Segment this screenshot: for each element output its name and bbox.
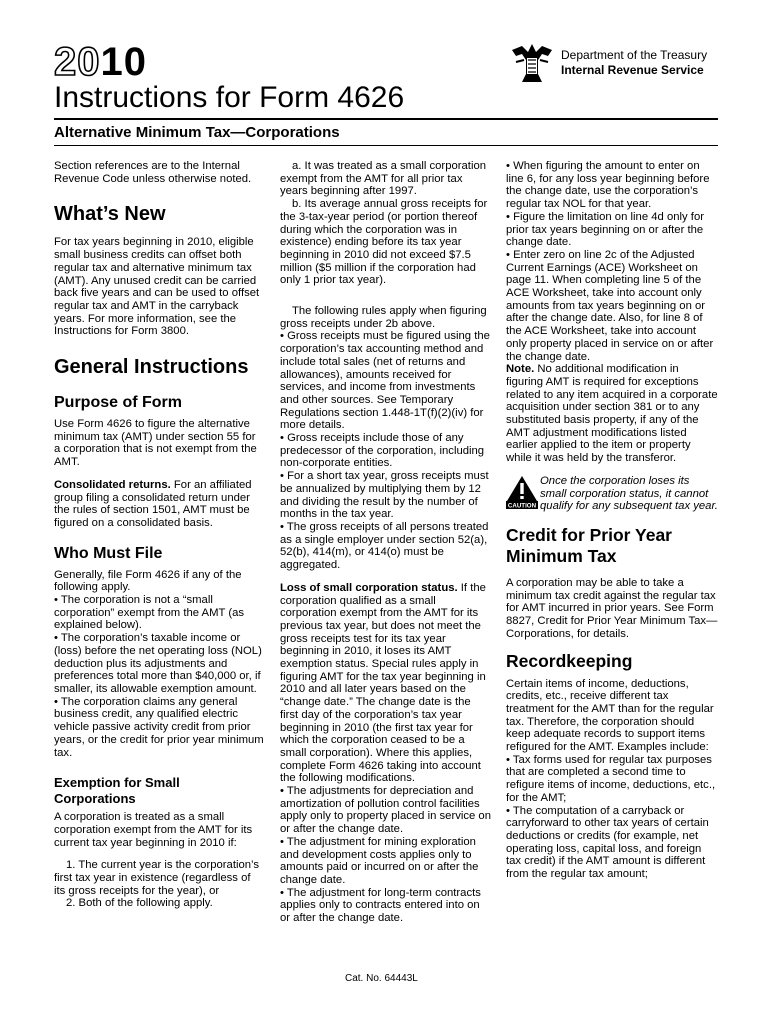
subtitle-rule bbox=[54, 145, 718, 146]
rules-bullet-2: • Gross receipts include those of any predecessor of the corporation, including non-corporate entities. bbox=[280, 432, 485, 470]
intro-text: Section references are to the Internal Revenue Code unless otherwise noted. bbox=[54, 160, 252, 185]
consolidated-label: Consolidated returns. bbox=[54, 478, 171, 491]
modification-bullet-6: • Enter zero on line 2c of the Adjusted Current Earnings (ACE) Worksheet on page 11. When completing line 5 of the ACE Worksheet, take into account only amounts from tax years beginning on or after the change date. Also, for line 8 of the ACE Worksheet, take into account only property placed in service on or after the change date. bbox=[506, 248, 714, 363]
whats-new-text: For tax years beginning in 2010, eligible small business credits can offset both regular tax and alternative minimum tax (AMT). Any unused credit can be carried back five years and can be used to offset regular tax and AMT in the carryback years. For more information, see the Instructions for Form 3800. bbox=[54, 236, 260, 338]
loss-status-label: Loss of small corporation status. bbox=[280, 581, 458, 594]
recordkeeping-heading: Recordkeeping bbox=[506, 650, 633, 671]
tax-year-solid: 10 bbox=[100, 40, 147, 84]
document-subtitle: Alternative Minimum Tax—Corporations bbox=[54, 124, 340, 141]
warning-triangle-icon bbox=[506, 475, 538, 509]
modification-bullet-4: • When figuring the amount to enter on line 6, for any loss year beginning before the change date, use the corporation’s regular tax NOL for that year. bbox=[506, 160, 710, 211]
agency-block bbox=[561, 48, 707, 78]
caution-box bbox=[506, 475, 718, 513]
caution-text: Once the corporation loses its small corporation status, it cannot qualify for any subsequent tax year. bbox=[540, 474, 718, 513]
exemption-text: A corporation is treated as a small corporation exempt from the AMT for its current tax year beginning in 2010 if: bbox=[54, 811, 253, 849]
note-paragraph bbox=[506, 363, 718, 465]
title-rule bbox=[54, 118, 718, 120]
irs-eagle-icon bbox=[508, 40, 556, 86]
credit-heading: Credit for Prior Year Minimum Tax bbox=[506, 524, 672, 566]
condition-b: b. Its average annual gross receipts for the 3-tax-year period (or portion thereof during which the corporation was in existence) ending before its tax year beginning in 2010 did not exceed $7.5 million ($5 million if the corporation had only 1 prior tax year). bbox=[280, 198, 488, 287]
agency-department: Department of the Treasury bbox=[561, 48, 708, 62]
column-3 bbox=[506, 160, 718, 881]
catalog-number: Cat. No. 64443L bbox=[345, 973, 418, 984]
recordkeeping-text: Certain items of income, deductions, credits, etc., receive different tax treatment for the AMT than for the regular tax. Therefore, the corporation should keep adequate records to support items refigured for the AMT. Examples include: bbox=[506, 677, 714, 754]
who-must-file-text: Generally, file Form 4626 if any of the following apply. bbox=[54, 568, 242, 594]
exemption-item-1: 1. The current year is the corporation’s first tax year in existence (regardless of its gross receipts for the year), or bbox=[54, 859, 259, 897]
modification-bullet-2: • The adjustment for mining exploration and development costs applies only to amounts paid or incurred on or after the change date. bbox=[280, 835, 479, 886]
rules-bullet-4: • The gross receipts of all persons treated as a single employer under section 52(a), 52(b), 414(m), or 414(o) must be aggregated. bbox=[280, 520, 489, 572]
loss-status-text: If the corporation qualified as a small corporation exempt from the AMT for its previous tax year, but does not meet the gross receipts test for its tax year beginning in 2010, it loses its AMT exemption status. Special rules apply in figuring AMT for the tax year beginning in 2010 and all later years based on the “change date.” The change date is the first day of the corporation’s tax year beginning in 2010 (the first tax year for which the corporation ceased to be a small corporation). Where this applies, complete Form 4626 taking into account the following modifications. bbox=[280, 581, 486, 785]
document-title: Instructions for Form 4626 bbox=[54, 81, 405, 114]
loss-status-paragraph bbox=[280, 582, 492, 785]
consolidated-paragraph bbox=[54, 479, 264, 530]
caution-label: CAUTION bbox=[507, 502, 537, 509]
modification-bullet-5: • Figure the limitation on line 4d only for prior tax years beginning on or after the change date. bbox=[506, 210, 704, 249]
note-text: No additional modification in figuring AMT is required for exceptions related to any item acquired in a corporate acquisition under section 381 or to any substituted basis property, if any of the AMT adjustment modifications listed earlier applied to the item or property while it was held by the transferor. bbox=[506, 363, 718, 465]
recordkeeping-bullet-2: • The computation of a carryback or carryforward to other tax years of certain deductions or credits (for example, net operating loss, capital loss, and foreign tax credit) if the AMT amount is different from the regular tax amount; bbox=[506, 804, 709, 881]
who-must-file-heading: Who Must File bbox=[54, 544, 163, 562]
whats-new-heading: What’s New bbox=[54, 203, 166, 226]
condition-a: a. It was treated as a small corporation exempt from the AMT for all prior tax years beginning after 1997. bbox=[280, 160, 487, 198]
credit-text: A corporation may be able to take a minimum tax credit against the regular tax for AMT incurred in prior years. See Form 8827, Credit for Prior Year Minimum Tax—Corporations, for details. bbox=[506, 576, 718, 640]
consolidated-text: For an affiliated group filing a consolidated return under the rules of section 1501, AMT must be figured on a consolidated basis. bbox=[54, 478, 252, 529]
agency-irs: Internal Revenue Service bbox=[561, 63, 704, 77]
general-instructions-heading: General Instructions bbox=[54, 356, 249, 379]
tax-year-outline: 20 bbox=[54, 40, 101, 84]
exemption-heading: Exemption for Small Corporations bbox=[54, 775, 180, 807]
purpose-text: Use Form 4626 to figure the alternative minimum tax (AMT) under section 55 for a corporation that is not exempt from the AMT. bbox=[54, 418, 257, 469]
column-2 bbox=[280, 160, 492, 925]
who-bullet-3: • The corporation claims any general business credit, any qualified electric vehicle passive activity credit from prior years, or the credit for prior year minimum tax. bbox=[54, 695, 264, 759]
caution-icon bbox=[506, 475, 540, 513]
modification-bullet-1: • The adjustments for depreciation and amortization of pollution control facilities apply only to property placed in service on or after the change date. bbox=[280, 785, 491, 836]
modification-bullet-3: • The adjustment for long-term contracts applies only to contracts entered into on or after the change date. bbox=[280, 886, 481, 925]
note-label: Note. bbox=[506, 363, 535, 376]
who-bullet-2: • The corporation’s taxable income or (loss) before the net operating loss (NOL) deduction plus its adjustments and preferences total more than $40,000 or, if smaller, its allowable exemption amount. bbox=[54, 632, 262, 695]
exemption-item-2: 2. Both of the following apply. bbox=[66, 897, 213, 910]
tax-year bbox=[54, 42, 147, 82]
purpose-heading: Purpose of Form bbox=[54, 394, 183, 412]
rules-bullet-1: • Gross receipts must be figured using the corporation’s tax accounting method and include total sales (net of returns and allowances), amounts received for services, and income from investments and other sources. See Temporary Regulations section 1.448-1T(f)(2)(iv) for more details. bbox=[280, 330, 490, 432]
rules-intro: The following rules apply when figuring gross receipts under 2b above. bbox=[280, 305, 487, 330]
rules-bullet-3: • For a short tax year, gross receipts must be annualized by multiplying them by 12 and dividing the result by the number of months in the tax year. bbox=[280, 470, 489, 521]
who-bullet-1: • The corporation is not a “small corporation” exempt from the AMT (as explained below). bbox=[54, 594, 245, 632]
recordkeeping-bullet-1: • Tax forms used for regular tax purposes that are completed a second time to refigure items of income, deductions, etc., for the AMT; bbox=[506, 753, 716, 804]
column-1 bbox=[54, 160, 264, 910]
